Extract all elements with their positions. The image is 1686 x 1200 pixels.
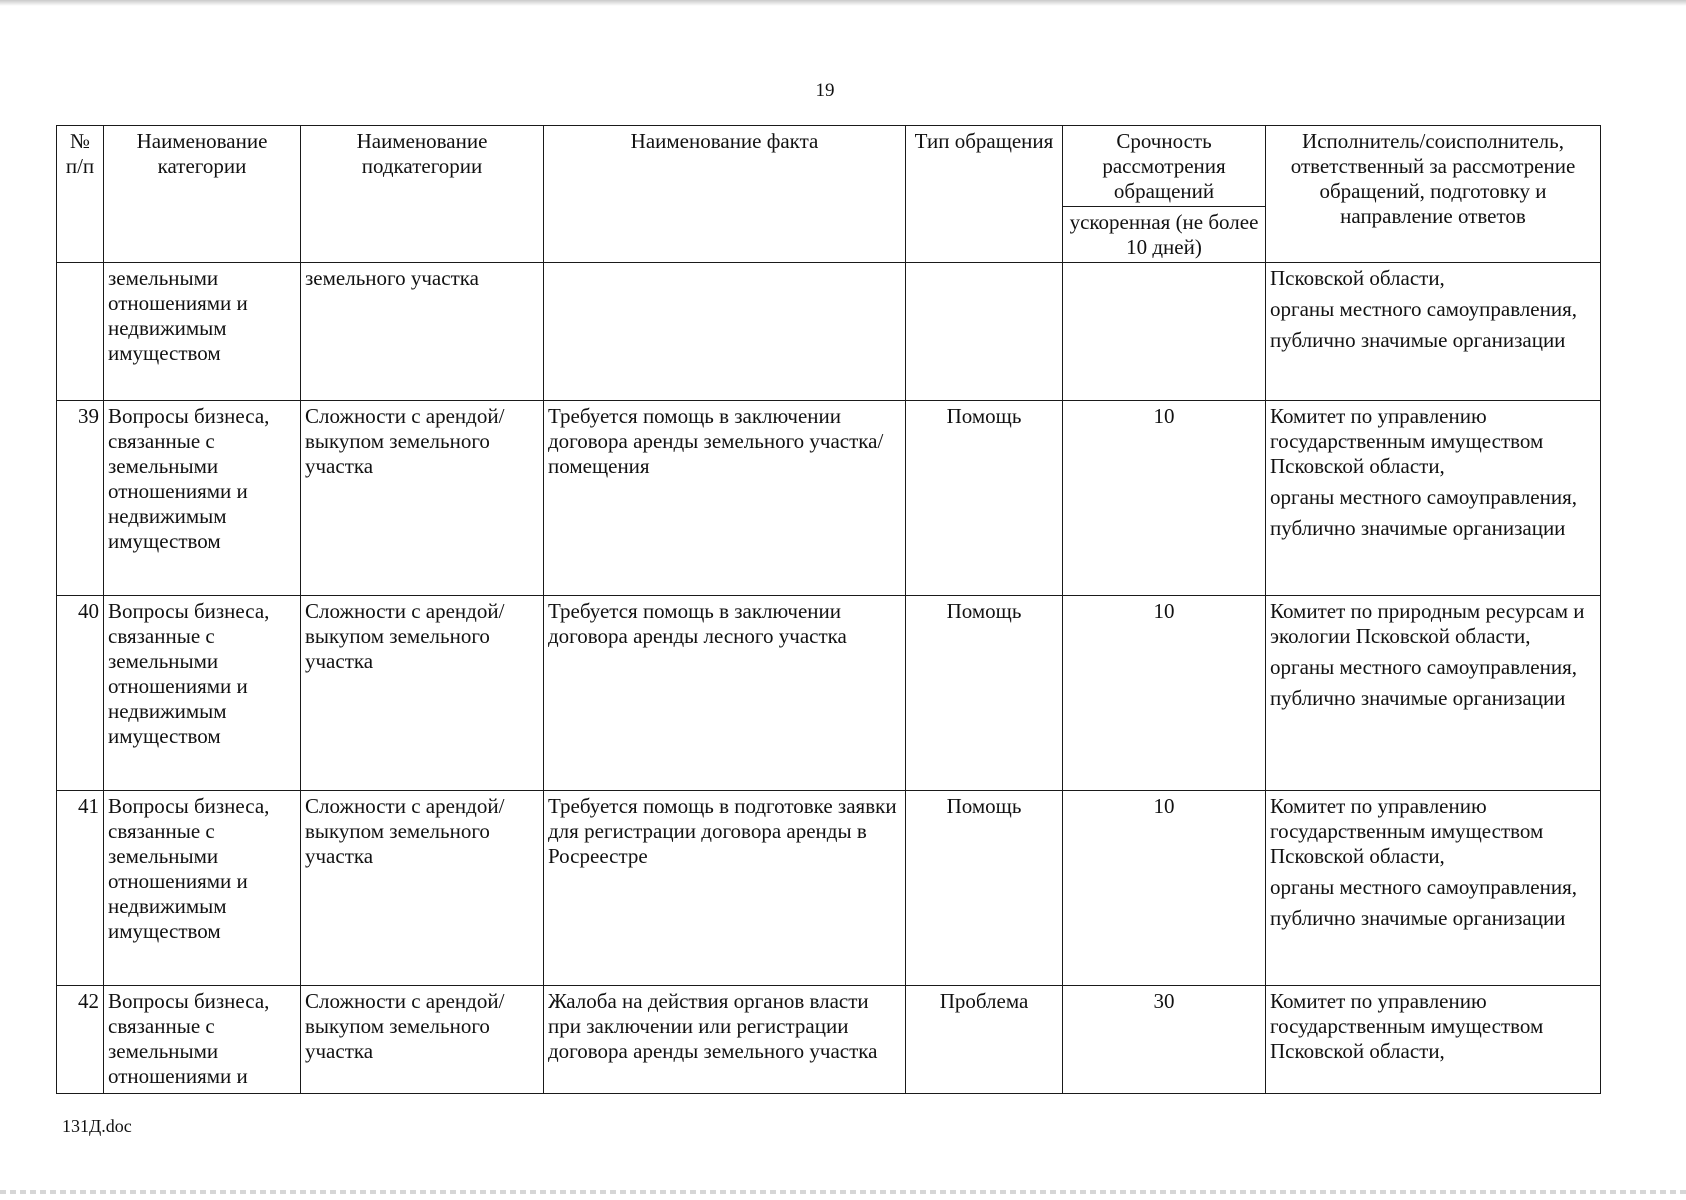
cell-executor bbox=[1266, 263, 1601, 401]
cell-fact: Требуется помощь в заключении договора аренды лесного участка bbox=[544, 596, 906, 791]
header-num: № п/п bbox=[57, 126, 104, 263]
cell-category: Вопросы бизнеса, связанные с земельными отношениями и недвижимым имуществом bbox=[104, 401, 301, 596]
table-row bbox=[57, 596, 1601, 791]
cell-type: Помощь bbox=[906, 791, 1063, 986]
executor-line: Псковской области, bbox=[1270, 266, 1445, 290]
header-type: Тип обращения bbox=[906, 126, 1063, 263]
data-table bbox=[56, 125, 1601, 1094]
table-row bbox=[57, 263, 1601, 401]
table-row bbox=[57, 791, 1601, 986]
cell-fact: Жалоба на действия органов власти при заключении или регистрации договора аренды земельного участка bbox=[544, 986, 906, 1094]
cell-num: 39 bbox=[57, 401, 104, 596]
cell-fact bbox=[544, 263, 906, 401]
header-urgency-sub: ускоренная (не более 10 дней) bbox=[1063, 207, 1266, 263]
page-number: 19 bbox=[815, 80, 835, 101]
executor-line: публично значимые организации bbox=[1270, 686, 1566, 710]
cell-executor bbox=[1266, 596, 1601, 791]
executor-line: Комитет по управлению государственным имуществом Псковской области, bbox=[1270, 404, 1544, 478]
cell-type bbox=[906, 263, 1063, 401]
table-row bbox=[57, 986, 1601, 1094]
cell-fact: Требуется помощь в подготовке заявки для регистрации договора аренды в Росреестре bbox=[544, 791, 906, 986]
cell-urgency: 10 bbox=[1063, 596, 1266, 791]
executor-line: Комитет по природным ресурсам и экологии Псковской области, bbox=[1270, 599, 1585, 648]
scan-edge-bottom bbox=[0, 1190, 1686, 1194]
cell-type: Помощь bbox=[906, 596, 1063, 791]
executor-line: органы местного самоуправления, bbox=[1270, 297, 1578, 321]
cell-category: земельными отношениями и недвижимым имуществом bbox=[104, 263, 301, 401]
cell-urgency: 10 bbox=[1063, 791, 1266, 986]
cell-executor bbox=[1266, 986, 1601, 1094]
table-body bbox=[57, 263, 1601, 1094]
executor-line: Комитет по управлению государственным имуществом Псковской области, bbox=[1270, 989, 1544, 1063]
cell-type: Помощь bbox=[906, 401, 1063, 596]
cell-num: 41 bbox=[57, 791, 104, 986]
header-fact: Наименование факта bbox=[544, 126, 906, 263]
executor-line: органы местного самоуправления, bbox=[1270, 655, 1578, 679]
header-row bbox=[57, 126, 1601, 207]
cell-num: 42 bbox=[57, 986, 104, 1094]
header-category: Наименование категории bbox=[104, 126, 301, 263]
cell-fact: Требуется помощь в заключении договора аренды земельного участка/помещения bbox=[544, 401, 906, 596]
header-subcategory: Наименование подкатегории bbox=[301, 126, 544, 263]
executor-line: публично значимые организации bbox=[1270, 328, 1566, 352]
cell-subcategory: Сложности с арендой/выкупом земельного участка bbox=[301, 596, 544, 791]
scan-edge-top bbox=[0, 0, 1686, 6]
cell-num: 40 bbox=[57, 596, 104, 791]
cell-urgency: 10 bbox=[1063, 401, 1266, 596]
table-row bbox=[57, 401, 1601, 596]
executor-line: публично значимые организации bbox=[1270, 516, 1566, 540]
executor-line: органы местного самоуправления, bbox=[1270, 875, 1578, 899]
executor-line: Комитет по управлению государственным имуществом Псковской области, bbox=[1270, 794, 1544, 868]
cell-executor bbox=[1266, 401, 1601, 596]
cell-category: Вопросы бизнеса, связанные с земельными отношениями и bbox=[104, 986, 301, 1094]
cell-category: Вопросы бизнеса, связанные с земельными отношениями и недвижимым имуществом bbox=[104, 596, 301, 791]
executor-line: публично значимые организации bbox=[1270, 906, 1566, 930]
executor-line: органы местного самоуправления, bbox=[1270, 485, 1578, 509]
cell-urgency: 30 bbox=[1063, 986, 1266, 1094]
cell-urgency bbox=[1063, 263, 1266, 401]
header-executor: Исполнитель/соисполнитель, ответственный за рассмотрение обращений, подготовку и направление ответов bbox=[1266, 126, 1601, 263]
cell-executor bbox=[1266, 791, 1601, 986]
cell-subcategory: Сложности с арендой/выкупом земельного участка bbox=[301, 401, 544, 596]
cell-subcategory: Сложности с арендой/выкупом земельного участка bbox=[301, 791, 544, 986]
cell-subcategory: земельного участка bbox=[301, 263, 544, 401]
header-urgency: Срочность рассмотрения обращений bbox=[1063, 126, 1266, 207]
cell-category: Вопросы бизнеса, связанные с земельными отношениями и недвижимым имуществом bbox=[104, 791, 301, 986]
cell-subcategory: Сложности с арендой/выкупом земельного участка bbox=[301, 986, 544, 1094]
cell-num bbox=[57, 263, 104, 401]
footer-filename: 131Д.doc bbox=[62, 1116, 132, 1136]
cell-type: Проблема bbox=[906, 986, 1063, 1094]
